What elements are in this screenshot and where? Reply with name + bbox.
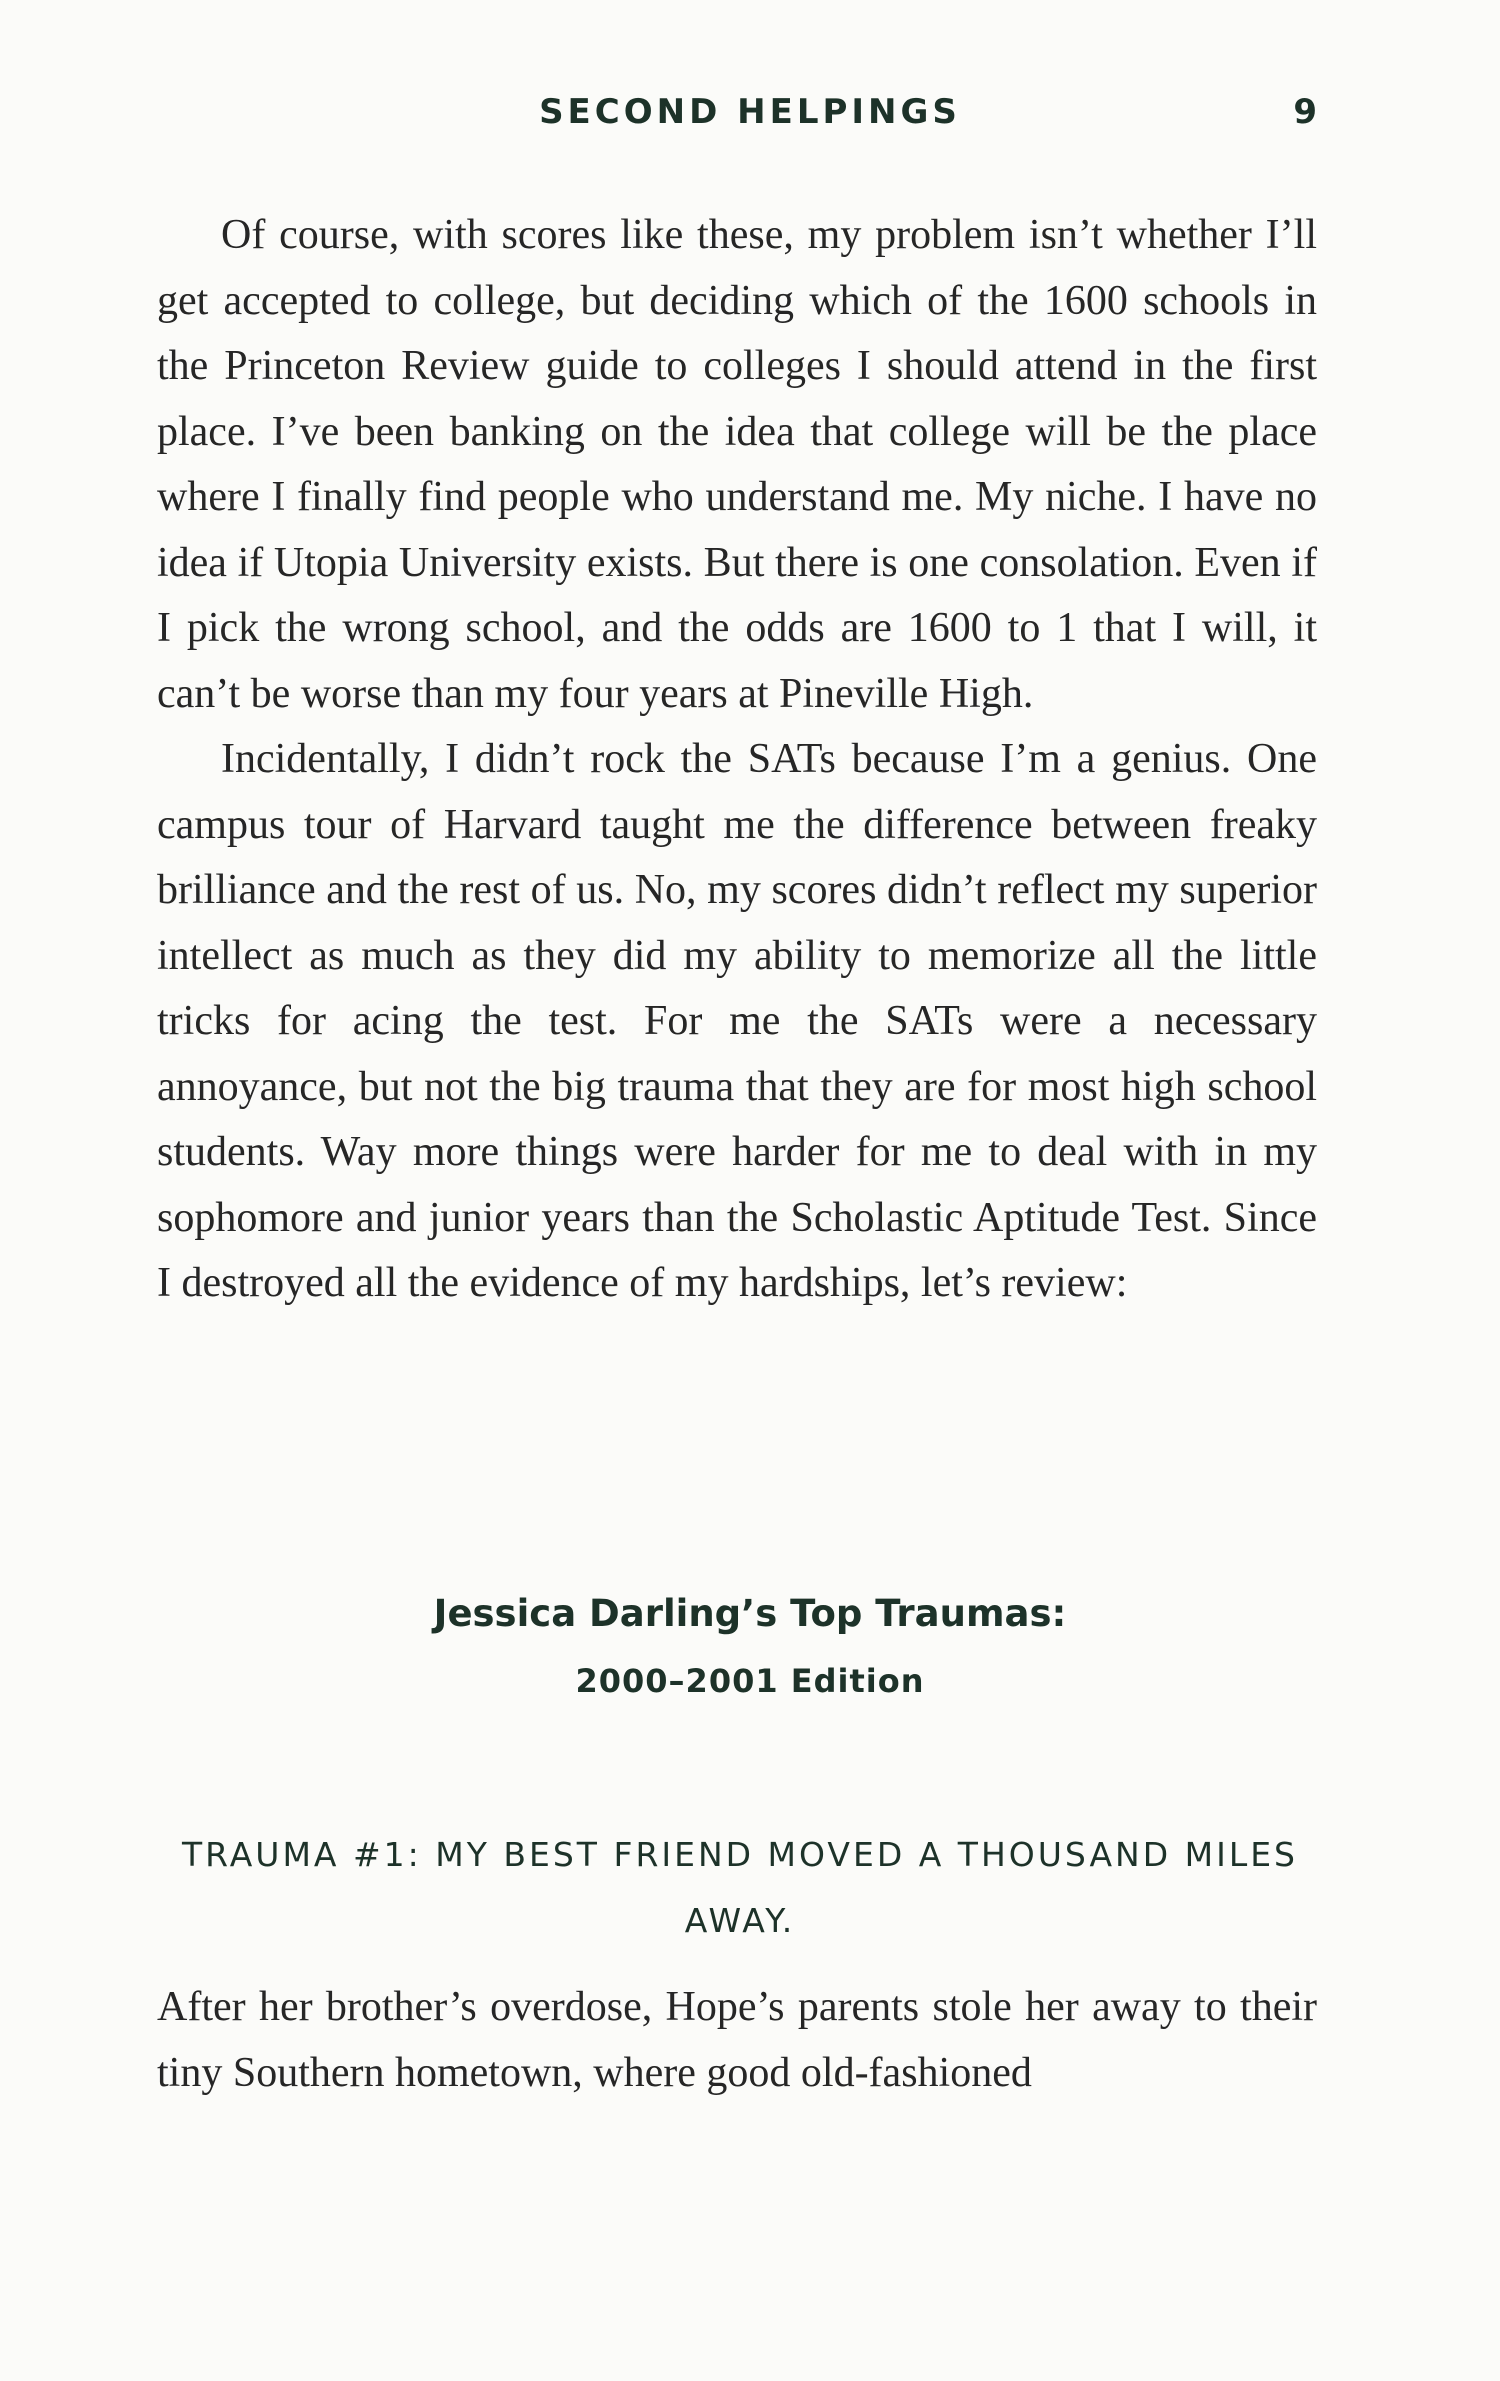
- list-subtitle: 2000–2001 Edition: [575, 1662, 925, 1700]
- paragraph: Of course, with scores like these, my problem isn’t whether I’ll get accepted to college, but deciding which of the 1600 schools in the Princeton Review guide to colleges I should attend in the first place. I’ve been banking on the idea that college will be the place where I finally find people who understand me. My niche. I have no idea if Utopia University exists. But there is one consolation. Even if I pick the wrong school, and the odds are 1600 to 1 that I will, it can’t be worse than my four years at Pineville High.: [157, 212, 1317, 717]
- running-head-title: SECOND HELPINGS: [539, 92, 961, 132]
- page-number: 9: [1293, 92, 1317, 132]
- paragraph: Incidentally, I didn’t rock the SATs because I’m a genius. One campus tour of Harvard taught me the difference between freaky brilliance and the rest of us. No, my scores didn’t reflect my superior intellect as much as they did my ability to memorize all the little tricks for acing the test. For me the SATs were a necessary annoyance, but not the big trauma that they are for most high school students. Way more things were harder for me to deal with in my sophomore and junior years than the Scholastic Aptitude Test. Since I destroyed all the evidence of my hardships, let’s review:: [157, 736, 1317, 1306]
- running-head: [0, 92, 1500, 142]
- trauma-text: [157, 1975, 1317, 2106]
- paragraph: After her brother’s overdose, Hope’s parents stole her away to their tiny Southern hometown, where good old-fashioned: [157, 1984, 1317, 2096]
- list-title: Jessica Darling’s Top Traumas:: [433, 1592, 1067, 1635]
- trauma-heading: TRAUMA #1: MY BEST FRIEND MOVED A THOUSAND MILES AWAY.: [181, 1835, 1299, 1940]
- main-text: [157, 203, 1317, 1317]
